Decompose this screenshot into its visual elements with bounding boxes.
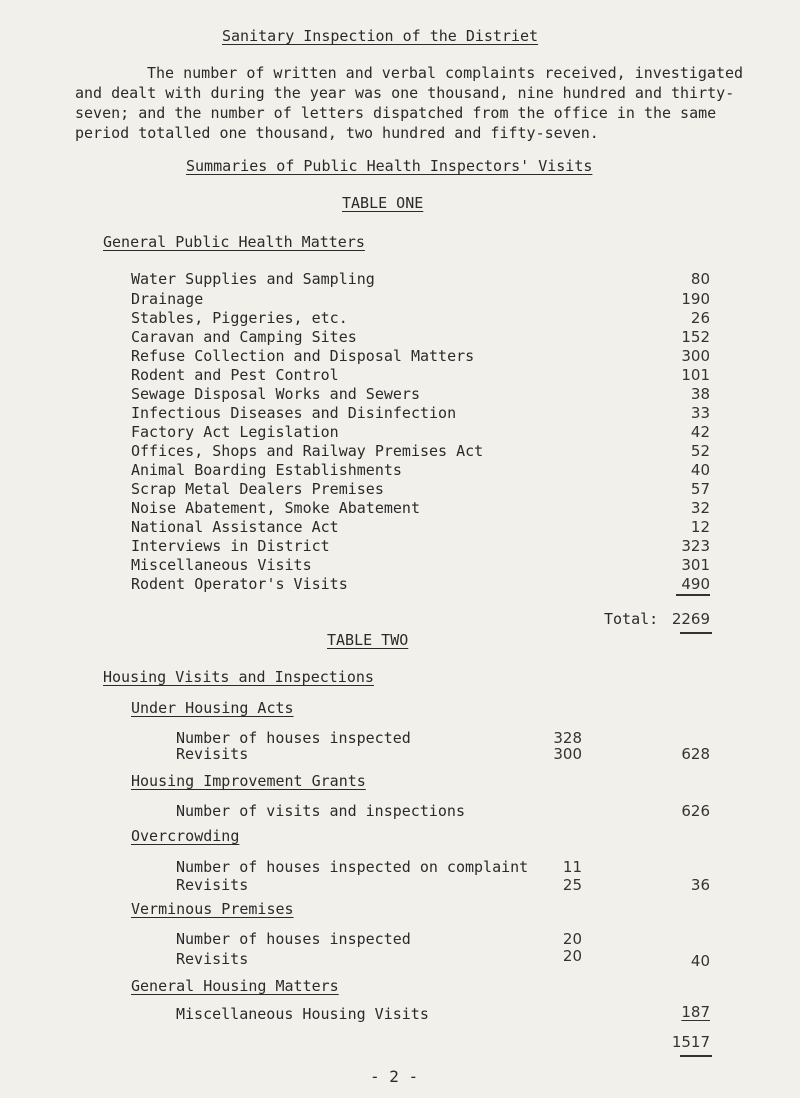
row-value: 38 — [690, 385, 710, 403]
row-value: 152 — [681, 328, 710, 346]
page-heading: Sanitary Inspection of the Distriet — [222, 27, 539, 45]
row-label: Caravan and Camping Sites — [131, 328, 357, 346]
total-rule — [676, 594, 710, 596]
subtotal-value: 187 — [681, 1003, 710, 1021]
subtotal-value: 626 — [681, 802, 710, 820]
paragraph-line: The number of written and verbal complaints received, investigated — [147, 64, 744, 82]
row-value: 20 — [562, 947, 582, 965]
row-value: 33 — [690, 404, 710, 422]
grand-total-underline — [680, 1055, 712, 1057]
row-value: 301 — [681, 556, 710, 574]
row-label: Scrap Metal Dealers Premises — [131, 480, 384, 498]
row-label: Number of houses inspected — [176, 729, 411, 747]
row-value: 12 — [690, 518, 710, 536]
row-value: 57 — [690, 480, 710, 498]
row-value: 328 — [553, 729, 582, 747]
row-label: Interviews in District — [131, 537, 330, 555]
row-value: 190 — [681, 290, 710, 308]
subtotal-value: 36 — [690, 876, 710, 894]
row-label: Animal Boarding Establishments — [131, 461, 402, 479]
row-label: National Assistance Act — [131, 518, 339, 536]
summaries-heading: Summaries of Public Health Inspectors' Visits — [186, 157, 593, 175]
table-one-section-heading: General Public Health Matters — [103, 233, 365, 251]
row-value: 101 — [681, 366, 710, 384]
row-label: Water Supplies and Sampling — [131, 270, 375, 288]
total-label: Total: — [604, 610, 659, 628]
row-value: 20 — [562, 930, 582, 948]
paragraph-line: period totalled one thousand, two hundred and fifty-seven. — [75, 124, 599, 142]
row-label: Miscellaneous Visits — [131, 556, 312, 574]
improvement-grants-heading: Housing Improvement Grants — [131, 772, 366, 790]
row-label: Sewage Disposal Works and Sewers — [131, 385, 420, 403]
row-value: 300 — [681, 347, 710, 365]
row-label: Refuse Collection and Disposal Matters — [131, 347, 475, 365]
page-number: - 2 - — [370, 1067, 419, 1086]
row-value: 32 — [690, 499, 710, 517]
row-label: Rodent Operator's Visits — [131, 575, 348, 593]
row-label: Rodent and Pest Control — [131, 366, 339, 384]
row-label: Miscellaneous Housing Visits — [176, 1005, 429, 1023]
total-value: 2269 — [671, 610, 710, 628]
row-value: 490 — [681, 575, 710, 593]
row-label: Number of houses inspected on complaint — [176, 858, 529, 876]
under-housing-acts-heading: Under Housing Acts — [131, 699, 294, 717]
row-value: 26 — [690, 309, 710, 327]
subtotal-value: 40 — [690, 952, 710, 970]
row-label: Revisits — [176, 876, 249, 894]
row-label: Infectious Diseases and Disinfection — [131, 404, 457, 422]
row-label: Noise Abatement, Smoke Abatement — [131, 499, 420, 517]
row-value: 25 — [562, 876, 582, 894]
row-label: Factory Act Legislation — [131, 423, 339, 441]
grand-total-value: 1517 — [671, 1033, 710, 1051]
table-two-section-heading: Housing Visits and Inspections — [103, 668, 374, 686]
paragraph-line: seven; and the number of letters dispatched from the office in the same — [75, 104, 717, 122]
row-value: 323 — [681, 537, 710, 555]
row-label: Offices, Shops and Railway Premises Act — [131, 442, 484, 460]
row-value: 80 — [690, 270, 710, 288]
overcrowding-heading: Overcrowding — [131, 827, 240, 845]
row-value: 42 — [690, 423, 710, 441]
table-one-title: TABLE ONE — [342, 194, 424, 212]
row-value: 40 — [690, 461, 710, 479]
row-label: Revisits — [176, 950, 249, 968]
table-two-title: TABLE TWO — [327, 631, 409, 649]
row-label: Drainage — [131, 290, 204, 308]
paragraph-line: and dealt with during the year was one thousand, nine hundred and thirty- — [75, 84, 735, 102]
general-housing-heading: General Housing Matters — [131, 977, 339, 995]
row-value: 11 — [562, 858, 582, 876]
row-value: 300 — [553, 745, 582, 763]
row-label: Number of visits and inspections — [176, 802, 465, 820]
verminous-heading: Verminous Premises — [131, 900, 294, 918]
row-label: Revisits — [176, 745, 249, 763]
total-underline — [680, 632, 712, 634]
row-label: Stables, Piggeries, etc. — [131, 309, 348, 327]
subtotal-value: 628 — [681, 745, 710, 763]
row-value: 52 — [690, 442, 710, 460]
row-label: Number of houses inspected — [176, 930, 411, 948]
